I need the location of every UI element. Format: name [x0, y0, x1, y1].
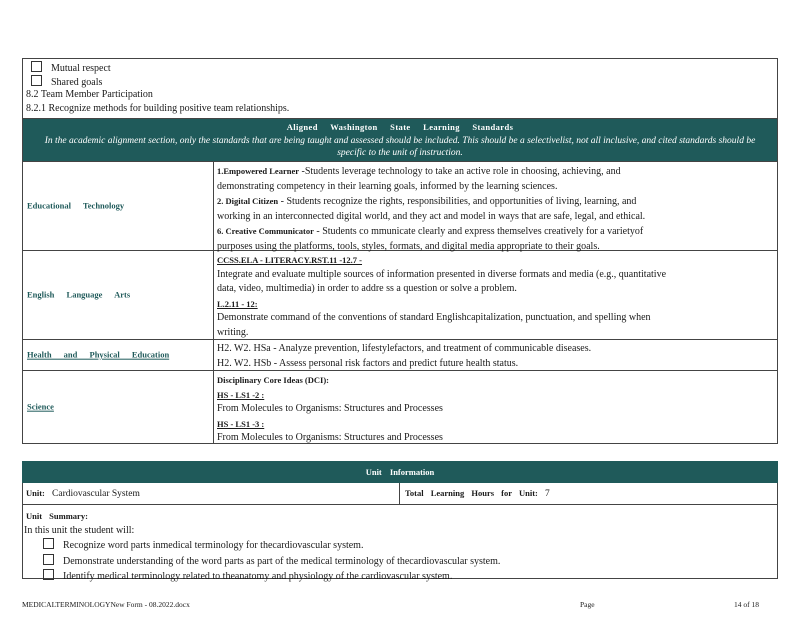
unit-info-header: Unit Information: [22, 461, 778, 483]
subsection-heading: 8.2.1 Recognize methods for building positive team relationships.: [26, 103, 290, 114]
row-content: CCSS.ELA - LITERACY.RST.11 -12.7 - Integrate and evaluate multiple sources of information presented in diverse formats and media (e.g., quantitative data, video, multimedia) in order to addre ss a question or solve a problem. L.2.11 - 12: Demonstrate command of the conventions of standard Englishcapitalization, punctuation, and spelling when writing.: [217, 253, 771, 340]
row-label: English Language Arts: [27, 289, 131, 300]
row-health-pe: [22, 340, 778, 371]
list-item: Identify medical terminology related to theanatomy and physiology of the cardiovascular system.: [26, 569, 500, 585]
top-list: [28, 61, 289, 117]
row-label: Science: [27, 401, 54, 412]
bullet-icon: [31, 75, 42, 86]
aligned-title: Aligned Washington State Learning Standards: [286, 122, 514, 132]
unit-row: Unit: Cardiovascular System Total Learning Hours for Unit: 7: [22, 483, 778, 505]
unit-summary: Unit Summary: In this unit the student will: Recognize word parts inmedical terminology for thecardiovascular system. Demonstrate understanding of the word parts as part of the medical terminology of thecardiovascular system. Identify medical terminology related to theanatomy and physiology of the cardiovascular system.: [26, 509, 500, 585]
row-label: Health and Physical Education: [27, 349, 170, 360]
list-item: Recognize word parts inmedical terminology for thecardiovascular system.: [26, 538, 500, 554]
footer-page-number: 14 of 18: [734, 600, 759, 609]
section-heading: 8.2 Team Member Participation: [26, 89, 153, 100]
row-content: Disciplinary Core Ideas (DCI): HS - LS1 -2 : From Molecules to Organisms: Structures and Processes HS - LS1 -3 : From Molecules to Organisms: Structures and Processes: [217, 375, 443, 443]
footer-filename: MEDICALTERMINOLOGYNew Form - 08.2022.docx: [22, 600, 190, 609]
list-item: Mutual respect: [28, 61, 289, 75]
bullet-icon: [31, 61, 42, 72]
aligned-note: In the academic alignment section, only the standards that are being taught and assessed should be included. This should be a selectivelist, not all inclusive, and cited standards should be specific to the unit of instruction.: [44, 135, 756, 158]
list-item: Shared goals: [28, 75, 289, 89]
footer-page-label: Page: [580, 600, 595, 609]
row-english-language-arts: [22, 251, 778, 340]
bullet-icon: [43, 554, 54, 565]
row-label: Educational Technology: [27, 200, 125, 211]
row-content: 1.Empowered Learner -Students leverage technology to take an active role in choosing, achieving, and demonstrating competency in their learning goals, informed by the learning sciences. 2. Digital Citizen - Students recognize the rights, responsibilities, and opportunities of living, learning, and working in an interconnected digital world, and they act and model in ways that are safe, legal, and ethical. 6. Creative Communicator - Students co mmunicate clearly and express themselves creatively for a varietyof purposes using the platforms, tools, styles, formats, and digital media appropriate to their goals.: [217, 166, 646, 252]
bullet-icon: [43, 569, 54, 580]
standard-code: L.2.11 - 12:: [217, 298, 258, 309]
bullet-icon: [43, 538, 54, 549]
total-hours: 7: [545, 489, 550, 499]
list-item: Demonstrate understanding of the word parts as part of the medical terminology of thecardiovascular system.: [26, 554, 500, 570]
row-science: [22, 371, 778, 444]
aligned-standards-header: [22, 118, 778, 162]
row-educational-technology: [22, 162, 778, 251]
unit-name: Cardiovascular System: [52, 489, 140, 499]
row-content: H2. W2. HSa - Analyze prevention, lifestylefactors, and treatment of communicable diseases. H2. W2. HSb - Assess personal risk factors and predict future health status.: [217, 343, 592, 369]
standard-code: CCSS.ELA - LITERACY.RST.11 -12.7 -: [217, 255, 363, 265]
